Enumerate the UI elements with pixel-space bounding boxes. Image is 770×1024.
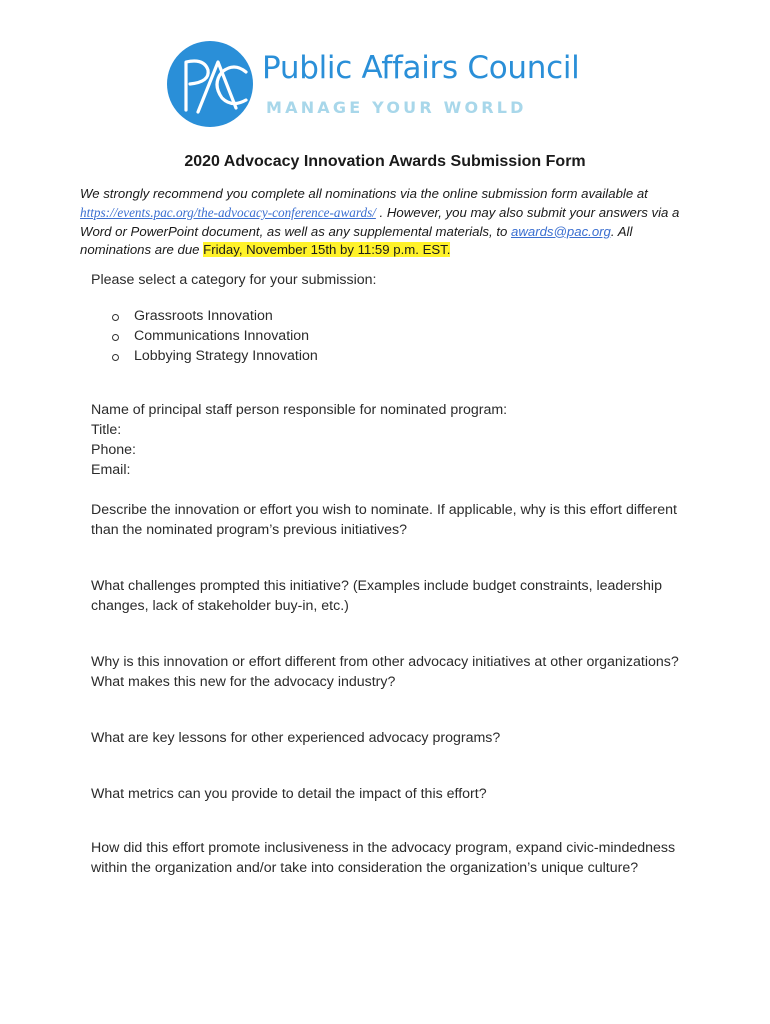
intro-text-1: We strongly recommend you complete all nominations via the online submission form available at xyxy=(80,186,648,201)
question-metrics: What metrics can you provide to detail the impact of this effort? xyxy=(91,786,487,802)
question-challenges: What challenges prompted this initiative? (Examples include budget constraints, leadership changes, lack of stakeholder buy-in, etc.) xyxy=(91,578,662,614)
intro-text-2: . However, you may also submit your answers via a Word or PowerPoint document, as well as any supplemental materials, to xyxy=(80,204,680,239)
form-title: 2020 Advocacy Innovation Awards Submission Form xyxy=(184,153,586,170)
category-label: Communications Innovation xyxy=(134,328,310,344)
category-prompt: Please select a category for your submission: xyxy=(91,272,377,288)
intro-text-3: . All nominations are due xyxy=(80,223,633,258)
contact-info-block xyxy=(91,400,701,480)
radio-circle-icon[interactable] xyxy=(112,334,119,341)
pac-logo xyxy=(166,40,606,130)
radio-circle-icon[interactable] xyxy=(112,314,119,321)
category-option-lobbying[interactable] xyxy=(112,346,318,366)
logo-tagline: MANAGE YOUR WORLD xyxy=(266,98,527,117)
email-field-label: Email: xyxy=(91,462,131,478)
question-key-lessons: What are key lessons for other experienced advocacy programs? xyxy=(91,730,501,746)
phone-field-label: Phone: xyxy=(91,442,136,458)
question-differentiation: Why is this innovation or effort different from other advocacy initiatives at other organizations? What makes this new for the advocacy industry? xyxy=(91,654,679,690)
category-label: Grassroots Innovation xyxy=(134,308,273,324)
awards-email-link[interactable]: awards@pac.org xyxy=(511,223,611,239)
logo-org-name: Public Affairs Council xyxy=(262,50,580,86)
category-label: Lobbying Strategy Innovation xyxy=(134,348,318,364)
staff-name-field-label: Name of principal staff person responsible for nominated program: xyxy=(91,402,508,418)
category-options xyxy=(112,306,318,366)
pac-logo-icon xyxy=(166,40,254,128)
radio-circle-icon[interactable] xyxy=(112,354,119,361)
category-option-communications[interactable] xyxy=(112,326,318,346)
online-submission-link[interactable]: https://events.pac.org/the-advocacy-conference-awards/ xyxy=(80,204,376,220)
category-option-grassroots[interactable] xyxy=(112,306,318,326)
title-field-label: Title: xyxy=(91,422,122,438)
question-describe-innovation: Describe the innovation or effort you wish to nominate. If applicable, why is this effort different than the nominated program’s previous initiatives? xyxy=(91,502,677,538)
deadline-highlight: Friday, November 15th by 11:59 p.m. EST. xyxy=(203,242,451,258)
intro-paragraph xyxy=(80,185,700,260)
question-inclusiveness: How did this effort promote inclusiveness in the advocacy program, expand civic-mindedness within the organization and/or take into consideration the organization’s unique culture? xyxy=(91,840,676,876)
